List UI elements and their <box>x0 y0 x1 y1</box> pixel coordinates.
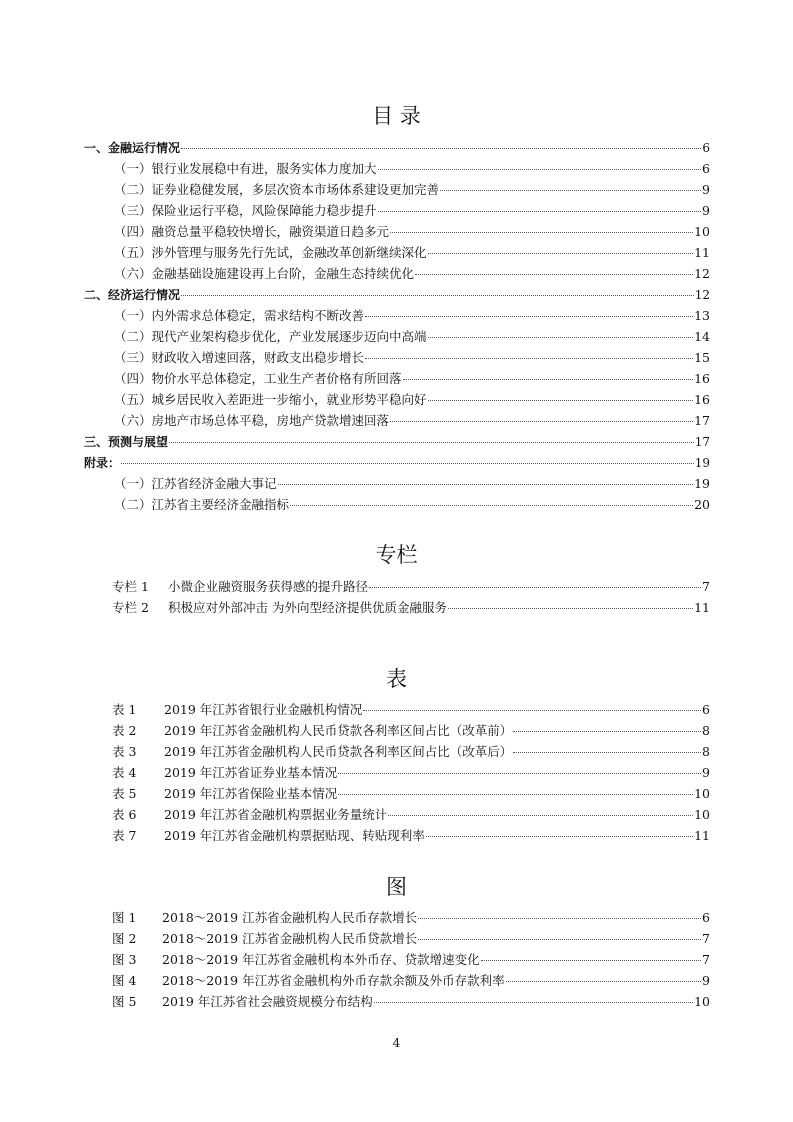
table-entry[interactable] <box>112 764 710 782</box>
toc-entry[interactable] <box>114 412 710 430</box>
toc-entry-page: 6 <box>702 141 710 155</box>
table-entry-page: 10 <box>694 786 710 801</box>
dot-leader <box>513 731 701 732</box>
figure-entry-label: 2018～2019 江苏省金融机构人民币贷款增长 <box>162 931 418 946</box>
toc-entry-label: （四）融资总量平稳较快增长，融资渠道日趋多元 <box>114 224 390 239</box>
toc-entry-label: （二）现代产业架构稳步优化，产业发展逐步迈向中高端 <box>114 329 427 344</box>
toc-entry-page: 12 <box>694 288 710 302</box>
toc-entry-page: 6 <box>702 161 710 176</box>
figure-entry-label: 2018～2019 江苏省金融机构人民币存款增长 <box>162 910 418 925</box>
table-entry-label: 2019 年江苏省保险业基本情况 <box>164 786 338 801</box>
figure-entry-prefix: 图 3 <box>112 952 137 967</box>
dot-leader <box>363 710 701 711</box>
toc-entry-appendix[interactable] <box>84 454 710 472</box>
toc-entry-label: （二）江苏省主要经济金融指标 <box>114 497 290 512</box>
dot-leader <box>378 211 702 212</box>
figure-entry[interactable] <box>112 972 710 990</box>
toc-entry-label: （五）涉外管理与服务先行先试，金融改革创新继续深化 <box>114 245 427 260</box>
table-entry-prefix: 表 2 <box>112 723 137 738</box>
figure-entry-label: 2018～2019 年江苏省金融机构外币存款余额及外币存款利率 <box>162 973 505 988</box>
toc-entry[interactable] <box>114 181 710 199</box>
figure-entry-prefix: 图 5 <box>112 994 137 1009</box>
dot-leader <box>428 337 694 338</box>
toc-entry-label: （六）房地产市场总体平稳，房地产贷款增速回落 <box>114 413 390 428</box>
toc-entry[interactable] <box>114 370 710 388</box>
table-entry[interactable] <box>112 743 710 761</box>
toc-entry-page: 17 <box>694 435 710 449</box>
column-entry[interactable] <box>112 578 710 596</box>
dot-leader <box>426 836 693 837</box>
toc-entry-page: 19 <box>694 476 710 491</box>
figure-entry-page: 7 <box>702 952 710 967</box>
toc-entry-label: 三、预测与展望 <box>84 435 169 449</box>
toc-entry-page: 17 <box>694 413 710 428</box>
toc-entry-page: 15 <box>694 350 710 365</box>
toc-entry-page: 11 <box>694 245 710 260</box>
dot-leader <box>418 918 701 919</box>
column-entry-page: 11 <box>694 600 710 615</box>
figure-entry[interactable] <box>112 951 710 969</box>
toc-entry-page: 14 <box>694 329 710 344</box>
figure-entry[interactable] <box>112 909 710 927</box>
dot-leader <box>418 939 701 940</box>
figure-entry[interactable] <box>112 930 710 948</box>
dot-leader <box>390 421 693 422</box>
table-entry[interactable] <box>112 722 710 740</box>
table-entry-prefix: 表 5 <box>112 786 137 801</box>
dot-leader <box>481 960 701 961</box>
toc-entry-page: 9 <box>702 182 710 197</box>
toc-entry-page: 9 <box>702 203 710 218</box>
page-number: 4 <box>392 1036 401 1050</box>
toc-entry[interactable] <box>114 349 710 367</box>
table-entry[interactable] <box>112 785 710 803</box>
toc-entry-label: 一、金融运行情况 <box>84 141 181 155</box>
table-entry-label: 2019 年江苏省金融机构票据贴现、转贴现利率 <box>164 828 425 843</box>
dot-leader <box>390 232 693 233</box>
toc-entry-section-2[interactable] <box>84 286 710 304</box>
toc-entry-label: （五）城乡居民收入差距进一步缩小，就业形势平稳向好 <box>114 392 427 407</box>
column-entry-label: 小微企业融资服务获得感的提升路径 <box>168 579 369 594</box>
figure-entry-page: 10 <box>694 994 710 1009</box>
table-entry-prefix: 表 3 <box>112 744 137 759</box>
table-entry-page: 9 <box>702 765 710 780</box>
dot-leader <box>365 316 693 317</box>
dot-leader <box>278 484 694 485</box>
table-entry-page: 10 <box>694 807 710 822</box>
toc-entry-page: 12 <box>694 266 710 281</box>
figure-entry[interactable] <box>112 993 710 1011</box>
figure-entry-page: 7 <box>702 931 710 946</box>
toc-entry-page: 19 <box>694 456 710 470</box>
table-entry-label: 2019 年江苏省证券业基本情况 <box>164 765 338 780</box>
figure-entry-label: 2018～2019 年江苏省金融机构本外币存、贷款增速变化 <box>162 952 480 967</box>
table-entry[interactable] <box>112 701 710 719</box>
toc-entry-label: （四）物价水平总体稳定，工业生产者价格有所回落 <box>114 371 402 386</box>
column-entry[interactable] <box>112 599 710 617</box>
toc-entry[interactable] <box>114 160 710 178</box>
column-entry-prefix: 专栏 2 <box>112 600 149 615</box>
dot-leader <box>428 253 694 254</box>
figure-entry-label: 2019 年江苏省社会融资规模分布结构 <box>162 994 373 1009</box>
figure-entry-prefix: 图 1 <box>112 910 137 925</box>
table-entry-prefix: 表 1 <box>112 702 137 717</box>
column-entry-label: 积极应对外部冲击 为外向型经济提供优质金融服务 <box>168 600 447 615</box>
dot-leader <box>365 358 693 359</box>
figure-entry-page: 9 <box>702 973 710 988</box>
toc-entry-label: （一）内外需求总体稳定，需求结构不断改善 <box>114 308 365 323</box>
column-entry-page: 7 <box>702 579 710 594</box>
table-entry[interactable] <box>112 806 710 824</box>
toc-entry[interactable] <box>114 223 710 241</box>
figure-entry-page: 6 <box>702 910 710 925</box>
dot-leader <box>181 148 701 149</box>
dot-leader <box>388 815 693 816</box>
dot-leader <box>513 752 701 753</box>
toc-entry-label: （二）证券业稳健发展，多层次资本市场体系建设更加完善 <box>114 182 440 197</box>
dot-leader <box>374 1002 693 1003</box>
toc-entry[interactable] <box>114 307 710 325</box>
toc-entry-page: 20 <box>694 497 710 512</box>
figure-entry-prefix: 图 4 <box>112 973 137 988</box>
dot-leader <box>428 400 694 401</box>
dot-leader <box>290 505 693 506</box>
dot-leader <box>506 981 701 982</box>
table-entry-prefix: 表 6 <box>112 807 137 822</box>
tables-heading: 表 <box>386 667 407 691</box>
toc-entry[interactable] <box>114 496 710 514</box>
table-entry-prefix: 表 4 <box>112 765 137 780</box>
dot-leader <box>415 274 693 275</box>
toc-entry-label: （三）保险业运行平稳，风险保障能力稳步提升 <box>114 203 377 218</box>
columns-heading: 专栏 <box>375 543 418 567</box>
table-entry-page: 11 <box>694 828 710 843</box>
table-entry-label: 2019 年江苏省金融机构人民币贷款各利率区间占比（改革后） <box>164 744 513 759</box>
table-entry-page: 8 <box>702 744 710 759</box>
column-entry-prefix: 专栏 1 <box>112 579 149 594</box>
toc-entry-page: 16 <box>694 371 710 386</box>
toc-entry[interactable] <box>114 328 710 346</box>
dot-leader <box>378 169 702 170</box>
toc-entry[interactable] <box>114 244 710 262</box>
toc-entry-page: 16 <box>694 392 710 407</box>
dot-leader <box>440 190 701 191</box>
table-entry[interactable] <box>112 827 710 845</box>
dot-leader <box>448 608 693 609</box>
toc-entry-section-1[interactable] <box>84 139 710 157</box>
toc-entry-label: （一）银行业发展稳中有进，服务实体力度加大 <box>114 161 377 176</box>
table-entry-page: 8 <box>702 723 710 738</box>
toc-entry[interactable] <box>114 475 710 493</box>
figure-entry-prefix: 图 2 <box>112 931 137 946</box>
toc-entry[interactable] <box>114 202 710 220</box>
dot-leader <box>369 587 701 588</box>
toc-entry-label: 附录： <box>84 456 121 470</box>
toc-entry[interactable] <box>114 265 710 283</box>
toc-entry-section-3[interactable] <box>84 433 710 451</box>
dot-leader <box>403 379 694 380</box>
table-entry-label: 2019 年江苏省银行业金融机构情况 <box>164 702 363 717</box>
dot-leader <box>169 442 694 443</box>
toc-entry-page: 10 <box>694 224 710 239</box>
dot-leader <box>121 463 694 464</box>
dot-leader <box>338 794 693 795</box>
dot-leader <box>181 295 694 296</box>
toc-entry[interactable] <box>114 391 710 409</box>
toc-heading: 目 录 <box>372 104 421 128</box>
toc-entry-label: 二、经济运行情况 <box>84 288 181 302</box>
toc-entry-label: （一）江苏省经济金融大事记 <box>114 476 277 491</box>
table-entry-label: 2019 年江苏省金融机构票据业务量统计 <box>164 807 388 822</box>
figures-heading: 图 <box>386 875 407 899</box>
table-entry-label: 2019 年江苏省金融机构人民币贷款各利率区间占比（改革前） <box>164 723 513 738</box>
toc-entry-label: （三）财政收入增速回落，财政支出稳步增长 <box>114 350 365 365</box>
table-entry-page: 6 <box>702 702 710 717</box>
dot-leader <box>338 773 701 774</box>
toc-entry-page: 13 <box>694 308 710 323</box>
table-entry-prefix: 表 7 <box>112 828 137 843</box>
toc-entry-label: （六）金融基础设施建设再上台阶，金融生态持续优化 <box>114 266 415 281</box>
